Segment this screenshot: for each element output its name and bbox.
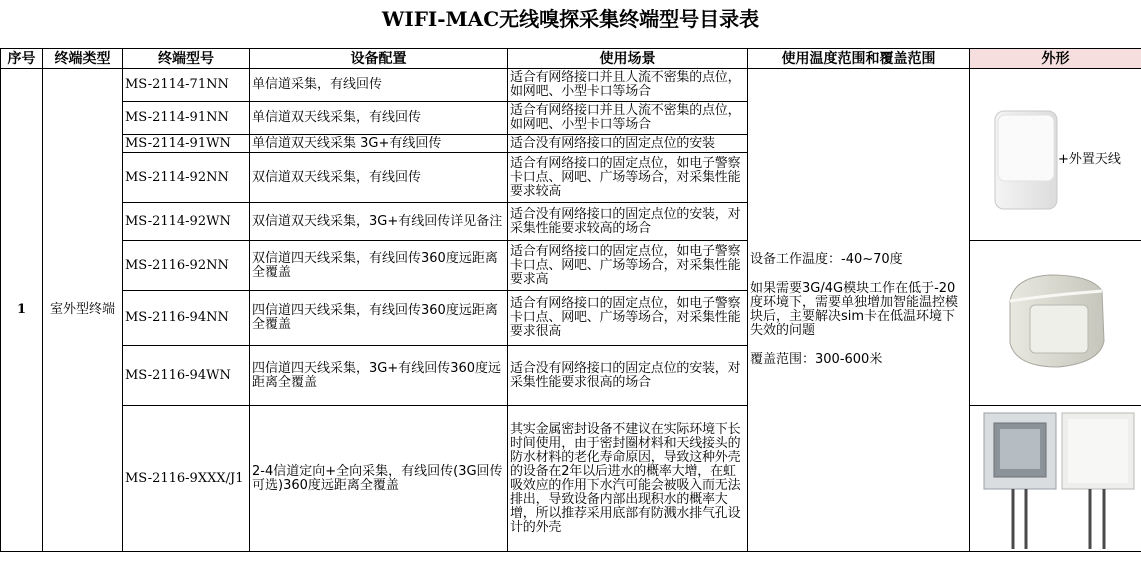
header-model: 终端型号	[123, 49, 250, 69]
header-config: 设备配置	[250, 49, 508, 69]
header-shape: 外形	[970, 49, 1141, 69]
scene-cell: 适合没有网络接口的固定点位的安装，对采集性能要求较高的场合	[508, 203, 748, 241]
config-cell: 双信道双天线采集，有线回传	[250, 153, 508, 203]
scene-cell: 适合有网络接口并且人流不密集的点位，如网吧、小型卡口等场合	[508, 69, 748, 102]
temp-note: 如果需要3G/4G模块工作在低于-20度环境下，需要单独增加智能温控模块后，主要解决sim卡在低温环境下失效的问题	[750, 281, 959, 338]
config-cell: 2-4信道定向+全向采集，有线回传(3G回传可选)360度远距离全覆盖	[250, 406, 508, 552]
scene-cell: 适合有网络接口的固定点位，如电子警察卡口点、网吧、广场等场合，对采集性能要求高	[508, 241, 748, 291]
header-temp-range: 使用温度范围和覆盖范围	[748, 49, 970, 69]
scene-cell: 适合有网络接口并且人流不密集的点位，如网吧、小型卡口等场合	[508, 102, 748, 135]
config-cell: 单信道双天线采集 3G+有线回传	[250, 135, 508, 153]
temp-line: 设备工作温度：-40~70度	[750, 252, 903, 267]
config-cell: 四信道四天线采集，有线回传360度远距离全覆盖	[250, 291, 508, 346]
model-cell: MS-2114-71NN	[123, 69, 250, 102]
model-cell: MS-2116-92NN	[123, 241, 250, 291]
model-cell: MS-2114-92NN	[123, 153, 250, 203]
config-cell: 单信道双天线采集，有线回传	[250, 102, 508, 135]
header-scene: 使用场景	[508, 49, 748, 69]
coverage-line: 覆盖范围：300-600米	[750, 352, 883, 367]
outdoor-box-image	[992, 109, 1062, 213]
scene-cell: 其实金属密封设备不建议在实际环境下长时间使用，由于密封圈材料和天线接头的防水材料的老化寿命原因，导致这种外壳的设备在2年以后进水的概率大增，在虹吸效应的作用下水汽可能会被吸入而无法排出，导致设备内部出现积水的概率大增，所以推荐采用底部有防溅水排气孔设计的外壳	[508, 406, 748, 552]
header-terminal-type: 终端类型	[43, 49, 123, 69]
config-cell: 双信道四天线采集，有线回传360度远距离全覆盖	[250, 241, 508, 291]
model-cell: MS-2114-91WN	[123, 135, 250, 153]
shape-cell-3	[970, 406, 1141, 552]
shape-cell-1	[970, 69, 1141, 241]
table-row	[1, 406, 1141, 552]
terminal-type-cell: 室外型终端	[43, 69, 123, 552]
scene-cell: 适合没有网络接口的固定点位的安装	[508, 135, 748, 153]
metal-enclosure-open-image	[980, 409, 1060, 551]
catalog-table	[0, 48, 1141, 552]
scene-cell: 适合有网络接口的固定点位，如电子警察卡口点、网吧、广场等场合，对采集性能要求较高	[508, 153, 748, 203]
model-cell: MS-2114-92WN	[123, 203, 250, 241]
external-antenna-note: +外置天线	[1058, 152, 1121, 167]
table-row	[1, 241, 1141, 291]
scene-cell: 适合有网络接口的固定点位，如电子警察卡口点、网吧、广场等场合，对采集性能要求很高	[508, 291, 748, 346]
config-cell: 单信道采集，有线回传	[250, 69, 508, 102]
config-cell: 四信道四天线采集，3G+有线回传360度远距离全覆盖	[250, 346, 508, 406]
model-cell: MS-2116-94WN	[123, 346, 250, 406]
page-title: WIFI-MAC无线嗅探采集终端型号目录表	[381, 7, 760, 31]
model-cell: MS-2114-91NN	[123, 102, 250, 135]
config-cell: 双信道双天线采集，3G+有线回传详见备注	[250, 203, 508, 241]
dome-enclosure-image	[1000, 271, 1112, 371]
shape-cell-2	[970, 241, 1141, 406]
index-cell: 1	[1, 69, 43, 552]
table-row	[1, 69, 1141, 102]
header-index: 序号	[1, 49, 43, 69]
header-row	[1, 49, 1141, 69]
model-cell: MS-2116-94NN	[123, 291, 250, 346]
metal-enclosure-closed-image	[1060, 409, 1138, 551]
temp-range-cell	[748, 69, 970, 552]
scene-cell: 适合没有网络接口的固定点位的安装，对采集性能要求很高的场合	[508, 346, 748, 406]
model-cell: MS-2116-9XXX/J1	[123, 406, 250, 552]
